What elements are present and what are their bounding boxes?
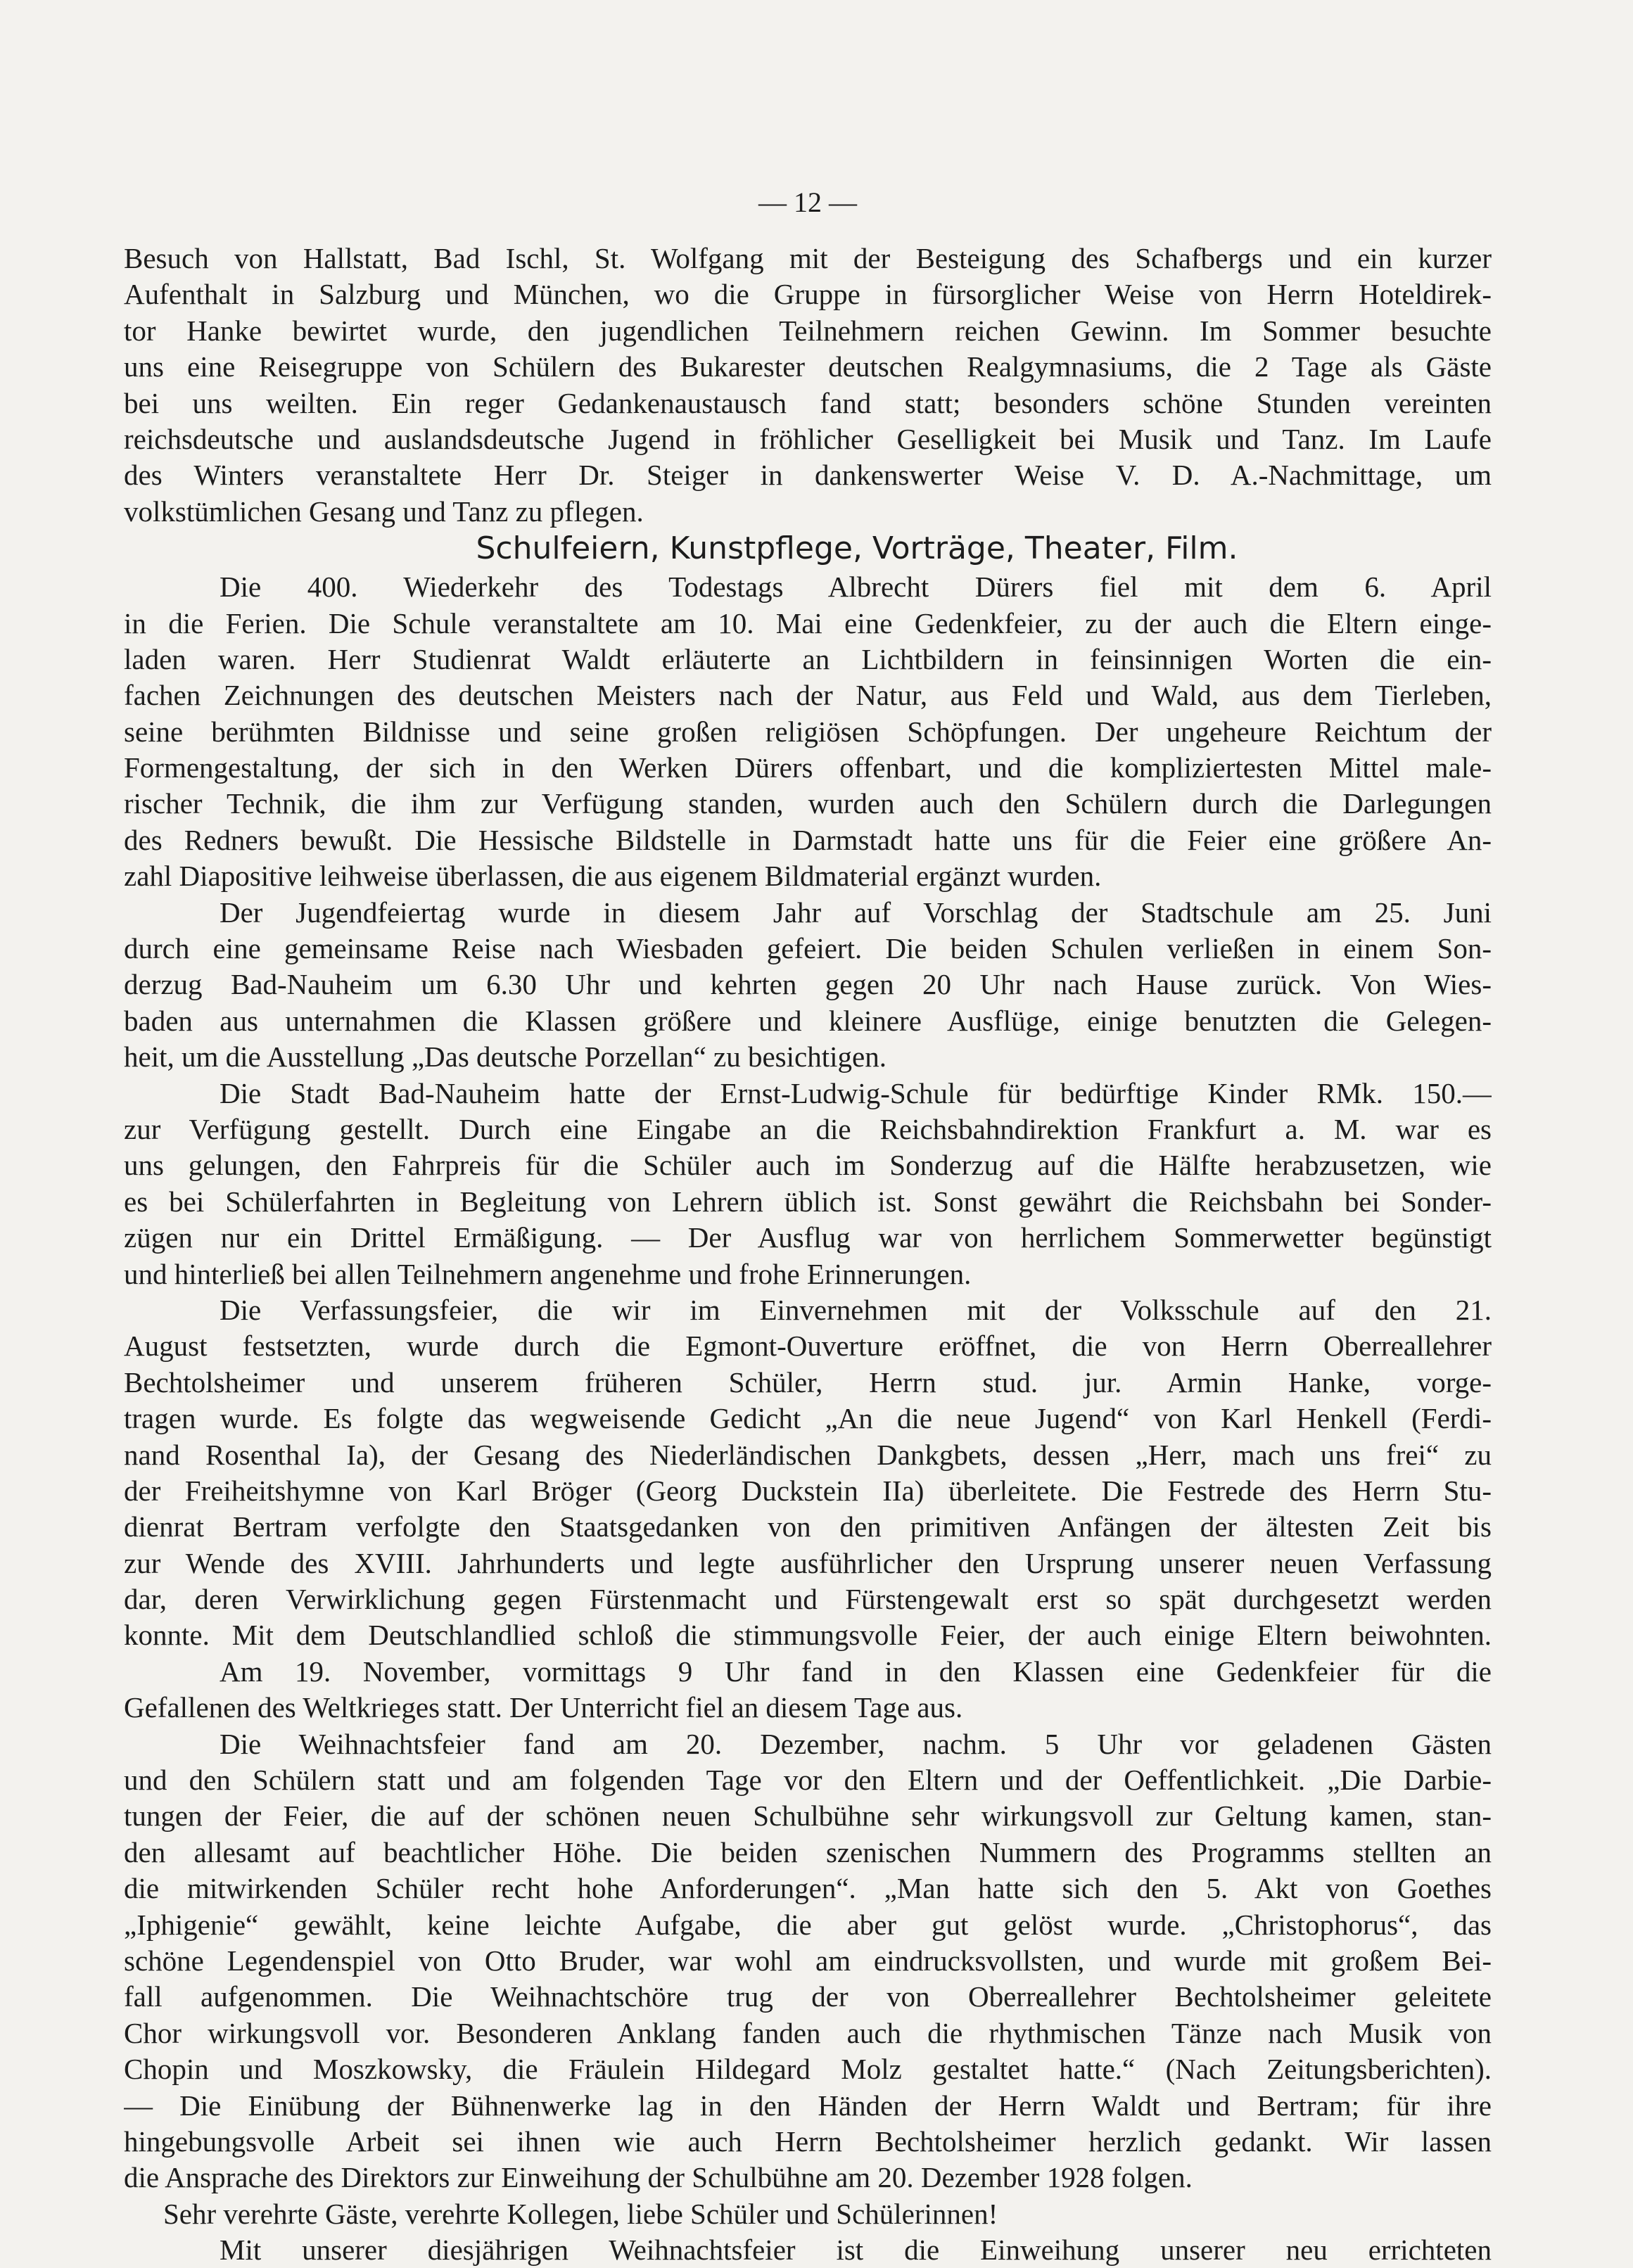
text-line: Am 19. November, vormittags 9 Uhr fand in den Klassen eine Gedenkfeier für die <box>220 1655 1492 1688</box>
text-line: derzug Bad-Nauheim um 6.30 Uhr und kehrten gegen 20 Uhr nach Hause zurück. Von Wies- <box>124 968 1492 1001</box>
text-line: die Ansprache des Direktors zur Einweihung der Schulbühne am 20. Dezember 1928 folgen. <box>124 2161 1193 2194</box>
text-line: Bechtolsheimer und unserem früheren Schüler, Herrn stud. jur. Armin Hanke, vorge- <box>124 1365 1492 1399</box>
text-line: konnte. Mit dem Deutschlandlied schloß die stimmungsvolle Feier, der auch einige Eltern beiwohnten. <box>124 1619 1492 1652</box>
text-line: hingebungsvolle Arbeit sei ihnen wie auch Herrn Bechtolsheimer herzlich gedankt. Wir lassen <box>124 2124 1492 2158</box>
text-line: Sehr verehrte Gäste, verehrte Kollegen, liebe Schüler und Schülerinnen! <box>163 2197 998 2230</box>
text-line: Gefallenen des Weltkrieges statt. Der Unterricht fiel an diesem Tage aus. <box>124 1691 963 1724</box>
text-line: dienrat Bertram verfolgte den Staatsgedanken von den primitiven Anfängen der ältesten Zeit bis <box>124 1510 1492 1543</box>
text-line: fall aufgenommen. Die Weihnachtschöre trug der von Oberreallehrer Bechtolsheimer geleitete <box>124 1980 1492 2013</box>
text-line: reichsdeutsche und auslandsdeutsche Jugend in fröhlicher Geselligkeit bei Musik und Tanz. Im Laufe <box>124 422 1492 455</box>
text-line: Die Verfassungsfeier, die wir im Einvernehmen mit der Volksschule auf den 21. <box>220 1293 1492 1326</box>
text-line: nand Rosenthal Ia), der Gesang des Niederländischen Dankgbets, dessen „Herr, mach uns frei“ zu <box>124 1438 1492 1471</box>
text-line: zahl Diapositive leihweise überlassen, die aus eigenem Bildmaterial ergänzt wurden. <box>124 860 1102 893</box>
page-number: — 12 — <box>758 186 857 218</box>
text-line: Chor wirkungsvoll vor. Besonderen Anklang fanden auch die rhythmischen Tänze nach Musik von <box>124 2016 1492 2049</box>
text-line: Der Jugendfeiertag wurde in diesem Jahr auf Vorschlag der Stadtschule am 25. Juni <box>220 896 1492 929</box>
text-line: Die 400. Wiederkehr des Todestags Albrecht Dürers fiel mit dem 6. April <box>220 571 1492 604</box>
text-line: die mitwirkenden Schüler recht hohe Anforderungen“. „Man hatte sich den 5. Akt von Goethes <box>124 1872 1492 1905</box>
text-line: bei uns weilten. Ein reger Gedankenaustausch fand statt; besonders schöne Stunden vereinten <box>124 386 1492 419</box>
text-line: laden waren. Herr Studienrat Waldt erläuterte an Lichtbildern in feinsinnigen Worten die ein- <box>124 642 1492 675</box>
text-line: Chopin und Moszkowsky, die Fräulein Hildegard Molz gestaltet hatte.“ (Nach Zeitungsberichten). <box>124 2053 1492 2086</box>
text-line: Besuch von Hallstatt, Bad Ischl, St. Wolfgang mit der Besteigung des Schafbergs und ein kurzer <box>124 242 1492 274</box>
text-line: zur Wende des XVIII. Jahrhunderts und legte ausführlicher den Ursprung unserer neuen Verfassung <box>124 1546 1492 1579</box>
text-line: rischer Technik, die ihm zur Verfügung standen, wurden auch den Schülern durch die Darlegungen <box>124 787 1492 820</box>
text-line: August festsetzten, wurde durch die Egmont-Ouverture eröffnet, die von Herrn Oberreallehrer <box>124 1330 1492 1363</box>
text-line: und den Schülern statt und am folgenden Tage vor den Eltern und der Oeffentlichkeit. „Die Darbie- <box>124 1764 1492 1797</box>
text-line: dar, deren Verwirklichung gegen Fürstenmacht und Fürstengewalt erst so spät durchgesetzt werden <box>124 1583 1492 1616</box>
text-line: seine berühmten Bildnisse und seine großen religiösen Schöpfungen. Der ungeheure Reichtum der <box>124 715 1492 748</box>
text-line: heit, um die Ausstellung „Das deutsche Porzellan“ zu besichtigen. <box>124 1040 887 1074</box>
text-line: und hinterließ bei allen Teilnehmern angenehme und frohe Erinnerungen. <box>124 1257 972 1290</box>
text-line: Aufenthalt in Salzburg und München, wo die Gruppe in fürsorglicher Weise von Herrn Hoteldirek- <box>124 278 1492 311</box>
text-line: der Freiheitshymne von Karl Bröger (Georg Duckstein IIa) überleitete. Die Festrede des Herrn Stu- <box>124 1474 1492 1507</box>
text-line: baden aus unternahmen die Klassen größere und kleinere Ausflüge, einige benutzten die Gelegen- <box>124 1004 1492 1037</box>
text-line: volkstümlichen Gesang und Tanz zu pflegen. <box>124 495 644 528</box>
section-heading: Schulfeiern, Kunstpflege, Vorträge, Theater, Film. <box>476 530 1238 567</box>
text-line: es bei Schülerfahrten in Begleitung von Lehrern üblich ist. Sonst gewährt die Reichsbahn bei Sonder- <box>124 1185 1492 1218</box>
text-line: Die Stadt Bad-Nauheim hatte der Ernst-Ludwig-Schule für bedürftige Kinder RMk. 150.— <box>220 1076 1492 1109</box>
text-line: Die Weihnachtsfeier fand am 20. Dezember, nachm. 5 Uhr vor geladenen Gästen <box>220 1727 1492 1760</box>
text-line: tor Hanke bewirtet wurde, den jugendlichen Teilnehmern reichen Gewinn. Im Sommer besuchte <box>124 314 1492 347</box>
text-line: schöne Legendenspiel von Otto Bruder, war wohl am eindrucksvollsten, und wurde mit großem Bei- <box>124 1944 1492 1977</box>
text-line: Formengestaltung, der sich in den Werken Dürers offenbart, und die kompliziertesten Mittel male- <box>124 751 1492 784</box>
text-line: den allesamt auf beachtlicher Höhe. Die beiden szenischen Nummern des Programms stellten an <box>124 1835 1492 1868</box>
text-line: Mit unserer diesjährigen Weihnachtsfeier ist die Einweihung unserer neu errichteten <box>220 2234 1492 2267</box>
section-body <box>124 569 1492 2268</box>
text-line: uns gelungen, den Fahrpreis für die Schüler auch im Sonderzug auf die Hälfte herabzusetzen, wie <box>124 1149 1492 1182</box>
text-line: zur Verfügung gestellt. Durch eine Eingabe an die Reichsbahndirektion Frankfurt a. M. war es <box>124 1112 1492 1145</box>
text-line: des Redners bewußt. Die Hessische Bildstelle in Darmstadt hatte uns für die Feier eine größere An- <box>124 823 1492 856</box>
text-line: durch eine gemeinsame Reise nach Wiesbaden gefeiert. Die beiden Schulen verließen in einem Son- <box>124 932 1492 965</box>
document-page <box>124 174 1492 2268</box>
paragraph-travel <box>124 241 1492 530</box>
text-line: „Iphigenie“ gewählt, keine leichte Aufgabe, die aber gut gelöst wurde. „Christophorus“, das <box>124 1908 1492 1941</box>
text-line: fachen Zeichnungen des deutschen Meisters nach der Natur, aus Feld und Wald, aus dem Tierleben, <box>124 679 1492 712</box>
text-line: — Die Einübung der Bühnenwerke lag in den Händen der Herrn Waldt und Bertram; für ihre <box>124 2089 1492 2122</box>
text-line: tungen der Feier, die auf der schönen neuen Schulbühne sehr wirkungsvoll zur Geltung kamen, stan- <box>124 1799 1492 1833</box>
text-line: tragen wurde. Es folgte das wegweisende Gedicht „An die neue Jugend“ von Karl Henkell (Ferdi- <box>124 1402 1492 1435</box>
text-line: zügen nur ein Drittel Ermäßigung. — Der Ausflug war von herrlichem Sommerwetter begünstigt <box>124 1221 1492 1254</box>
text-line: in die Ferien. Die Schule veranstaltete am 10. Mai eine Gedenkfeier, zu der auch die Eltern einge- <box>124 606 1492 639</box>
text-line: uns eine Reisegruppe von Schülern des Bukarester deutschen Realgymnasiums, die 2 Tage als Gäste <box>124 350 1492 383</box>
text-line: des Winters veranstaltete Herr Dr. Steiger in dankenswerter Weise V. D. A.-Nachmittage, um <box>124 459 1492 492</box>
